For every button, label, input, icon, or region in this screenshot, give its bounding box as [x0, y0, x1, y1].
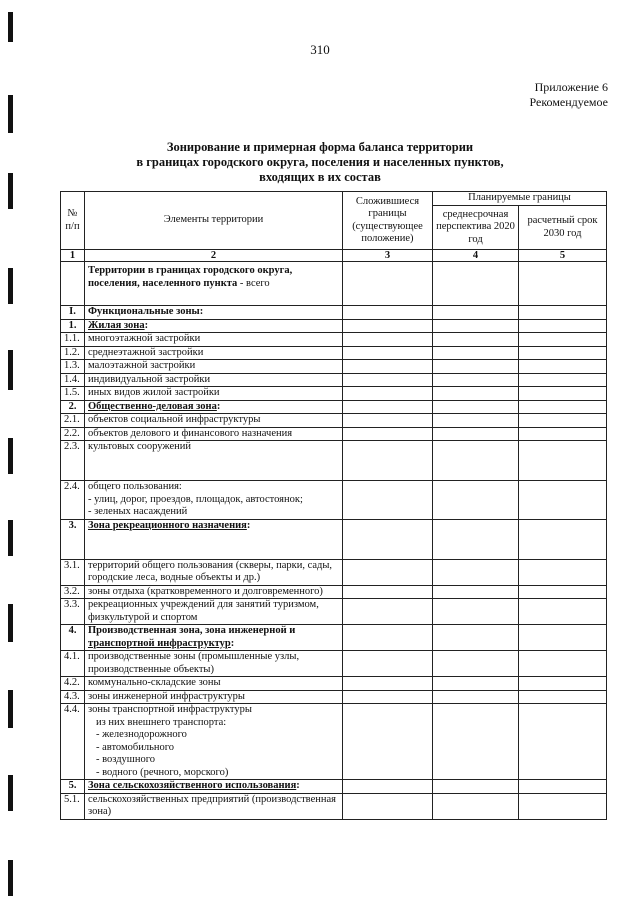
- row-label-text: территорий общего пользования (скверы, парки, сады, городские леса, водные объекты и др.): [88, 559, 333, 583]
- table-row: [61, 704, 607, 780]
- row-sub-item: - автомобильного: [96, 741, 175, 753]
- row-label-text: Зона рекреационного назначения: [88, 519, 247, 531]
- header-medium-term: среднесрочная перспектива 2020 год: [433, 206, 519, 250]
- value-2020: [433, 319, 519, 333]
- value-2030: [519, 481, 607, 520]
- row-label: [85, 441, 343, 481]
- row-number: 3.2.: [61, 585, 85, 599]
- value-2030: [519, 400, 607, 414]
- row-label: [85, 387, 343, 401]
- value-2030: [519, 559, 607, 585]
- row-number: 3.: [61, 519, 85, 559]
- value-existing: [343, 559, 433, 585]
- row-label: [85, 414, 343, 428]
- value-2030: [519, 625, 607, 651]
- value-existing: [343, 346, 433, 360]
- row-label-text: Зона сельскохозяйственного использования: [88, 780, 297, 791]
- value-existing: [343, 333, 433, 347]
- row-label-text: индивидуальной застройки: [88, 373, 211, 385]
- row-label: [85, 373, 343, 387]
- header-final-term: расчетный срок 2030 год: [519, 206, 607, 250]
- row-number: 1.5.: [61, 387, 85, 401]
- value-2030: [519, 780, 607, 794]
- value-2030: [519, 414, 607, 428]
- row-number: 3.1.: [61, 559, 85, 585]
- row-label-text: Общественно-деловая зона: [88, 400, 217, 412]
- table-row: [61, 690, 607, 704]
- appendix-number: Приложение 6: [534, 80, 608, 94]
- row-label-text: зоны транспортной инфраструктуры: [88, 704, 252, 715]
- value-existing: [343, 319, 433, 333]
- row-label-text: Функциональные зоны:: [88, 306, 204, 317]
- value-2030: [519, 262, 607, 306]
- value-2030: [519, 427, 607, 441]
- scan-mark: [8, 95, 13, 133]
- row-label: [85, 346, 343, 360]
- scan-mark: [8, 604, 13, 642]
- appendix-status: Рекомендуемое: [529, 95, 608, 109]
- value-2030: [519, 599, 607, 625]
- row-label-text: коммунально-складские зоны: [88, 677, 221, 688]
- table-row: [61, 400, 607, 414]
- header-elements: Элементы территории: [85, 192, 343, 250]
- row-label: [85, 651, 343, 677]
- value-2020: [433, 704, 519, 780]
- value-existing: [343, 599, 433, 625]
- value-existing: [343, 373, 433, 387]
- value-existing: [343, 625, 433, 651]
- value-existing: [343, 704, 433, 780]
- scan-mark: [8, 268, 13, 304]
- row-number: 2.: [61, 400, 85, 414]
- row-label-suffix: :: [216, 400, 221, 412]
- row-label: [85, 585, 343, 599]
- scan-mark: [8, 690, 13, 728]
- scan-mark: [8, 438, 13, 474]
- value-2020: [433, 780, 519, 794]
- value-2020: [433, 400, 519, 414]
- total-row: [61, 262, 607, 306]
- total-label: Территории в границах городского округа, поселения, населенного пункта: [88, 265, 293, 289]
- row-number: 4.4.: [61, 704, 85, 780]
- row-number: 4.3.: [61, 690, 85, 704]
- value-2030: [519, 373, 607, 387]
- row-number: [61, 262, 85, 306]
- row-label-suffix: :: [296, 780, 300, 791]
- table-row: [61, 333, 607, 347]
- row-label: [85, 677, 343, 691]
- value-2020: [433, 346, 519, 360]
- row-label: [85, 333, 343, 347]
- document-title: [0, 140, 640, 185]
- table-row: [61, 360, 607, 374]
- table-row: [61, 559, 607, 585]
- table-row: [61, 625, 607, 651]
- row-sub-item: - железнодорожного: [96, 729, 187, 740]
- value-2020: [433, 333, 519, 347]
- column-numbers-row: [61, 250, 607, 262]
- row-sub-item: - водного (речного, морского): [96, 766, 229, 778]
- value-2030: [519, 519, 607, 559]
- scan-mark: [8, 775, 13, 811]
- row-label: [85, 704, 343, 780]
- row-label-text: сельскохозяйственных предприятий (производственная зона): [88, 793, 336, 817]
- row-label-text: зоны инженерной инфраструктуры: [88, 690, 245, 702]
- row-label: [85, 427, 343, 441]
- row-label-text: Производственная зона, зона инженерной и транспортной инфраструктур: [88, 625, 296, 649]
- value-existing: [343, 262, 433, 306]
- table-row: [61, 481, 607, 520]
- value-existing: [343, 677, 433, 691]
- scan-mark: [8, 350, 13, 390]
- row-label-text: малоэтажной застройки: [88, 360, 196, 371]
- value-2030: [519, 651, 607, 677]
- table-row: [61, 427, 607, 441]
- value-2020: [433, 651, 519, 677]
- row-label: [85, 599, 343, 625]
- value-2020: [433, 387, 519, 401]
- header-existing: Сложившиеся границы (существующее положение): [343, 192, 433, 250]
- value-2020: [433, 690, 519, 704]
- table-row: [61, 414, 607, 428]
- value-2020: [433, 373, 519, 387]
- value-2030: [519, 319, 607, 333]
- row-number: 4.2.: [61, 677, 85, 691]
- value-existing: [343, 360, 433, 374]
- value-2030: [519, 387, 607, 401]
- value-2020: [433, 519, 519, 559]
- row-label-text: иных видов жилой застройки: [88, 387, 220, 398]
- value-2020: [433, 441, 519, 481]
- row-number: 5.1.: [61, 793, 85, 819]
- row-label-text: Жилая зона: [88, 319, 145, 331]
- row-label-suffix: :: [230, 637, 235, 649]
- value-2030: [519, 346, 607, 360]
- value-existing: [343, 306, 433, 320]
- row-label-suffix: :: [144, 319, 149, 331]
- header-planned: Планируемые границы: [433, 192, 607, 206]
- row-number: 2.1.: [61, 414, 85, 428]
- row-label: [85, 400, 343, 414]
- row-sub-item: - улиц, дорог, проездов, площадок, автостоянок;: [88, 493, 303, 505]
- row-label-text: рекреационных учреждений для занятий туризмом, физкультурой и спортом: [88, 599, 319, 623]
- table-row: [61, 373, 607, 387]
- row-label-text: объектов социальной инфраструктуры: [88, 414, 261, 425]
- column-number: 5: [519, 250, 607, 262]
- title-line: входящих в их состав: [259, 170, 381, 184]
- table-row: [61, 780, 607, 794]
- row-number: 3.3.: [61, 599, 85, 625]
- scan-mark: [8, 520, 13, 556]
- value-2030: [519, 585, 607, 599]
- row-label-text: культовых сооружений: [88, 441, 191, 452]
- row-label: [85, 625, 343, 651]
- table-row: [61, 387, 607, 401]
- territory-balance-table: [60, 191, 607, 820]
- value-2020: [433, 360, 519, 374]
- row-number: 1.2.: [61, 346, 85, 360]
- row-label: [85, 793, 343, 819]
- table-body: [61, 250, 607, 820]
- value-2030: [519, 441, 607, 481]
- row-number: I.: [61, 306, 85, 320]
- total-label-suffix: - всего: [237, 277, 270, 289]
- row-label: [85, 519, 343, 559]
- row-sub-item: из них внешнего транспорта:: [96, 716, 227, 728]
- row-label-text: среднеэтажной застройки: [88, 346, 204, 358]
- row-label-text: зоны отдыха (кратковременного и долговременного): [88, 585, 323, 597]
- value-2020: [433, 585, 519, 599]
- table-row: [61, 585, 607, 599]
- row-number: 1.4.: [61, 373, 85, 387]
- row-label-text: многоэтажной застройки: [88, 333, 201, 344]
- row-label: [85, 306, 343, 320]
- value-2030: [519, 333, 607, 347]
- table-row: [61, 677, 607, 691]
- value-existing: [343, 441, 433, 481]
- row-number: 2.2.: [61, 427, 85, 441]
- value-existing: [343, 400, 433, 414]
- value-existing: [343, 690, 433, 704]
- row-label-text: объектов делового и финансового назначения: [88, 427, 293, 439]
- row-label-text: общего пользования:: [88, 481, 182, 492]
- value-existing: [343, 793, 433, 819]
- value-2020: [433, 625, 519, 651]
- table-row: [61, 599, 607, 625]
- value-2020: [433, 559, 519, 585]
- table-row: [61, 319, 607, 333]
- table-row: [61, 441, 607, 481]
- row-label-underlined: транспортной инфраструктур: [88, 637, 231, 649]
- row-label: [85, 780, 343, 794]
- title-line: Зонирование и примерная форма баланса территории: [166, 140, 474, 154]
- row-label: [85, 690, 343, 704]
- row-label: [85, 319, 343, 333]
- value-2030: [519, 677, 607, 691]
- value-2030: [519, 306, 607, 320]
- row-number: 4.1.: [61, 651, 85, 677]
- value-existing: [343, 585, 433, 599]
- value-2020: [433, 262, 519, 306]
- row-number: 1.3.: [61, 360, 85, 374]
- value-2030: [519, 704, 607, 780]
- row-number: 4.: [61, 625, 85, 651]
- row-number: 1.: [61, 319, 85, 333]
- row-label: [85, 360, 343, 374]
- table-row: [61, 793, 607, 819]
- value-existing: [343, 780, 433, 794]
- value-2020: [433, 599, 519, 625]
- value-2030: [519, 793, 607, 819]
- row-sub-item: - воздушного: [96, 754, 156, 765]
- value-2020: [433, 306, 519, 320]
- appendix-note: [529, 80, 608, 110]
- row-label-text: производственные зоны (промышленные узлы, производственные объекты): [88, 651, 300, 675]
- value-2020: [433, 414, 519, 428]
- value-2020: [433, 427, 519, 441]
- row-number: 5.: [61, 780, 85, 794]
- row-label: [85, 559, 343, 585]
- table-row: [61, 346, 607, 360]
- value-existing: [343, 519, 433, 559]
- column-number: 1: [61, 250, 85, 262]
- scan-mark: [8, 12, 13, 42]
- value-existing: [343, 387, 433, 401]
- row-sub-item: - зеленых насаждений: [88, 506, 188, 517]
- row-number: 1.1.: [61, 333, 85, 347]
- title-line: в границах городского округа, поселения и населенных пунктов,: [136, 155, 504, 169]
- row-number: 2.4.: [61, 481, 85, 520]
- column-number: 2: [85, 250, 343, 262]
- value-2020: [433, 481, 519, 520]
- value-2030: [519, 360, 607, 374]
- table-row: [61, 519, 607, 559]
- value-2030: [519, 690, 607, 704]
- value-2020: [433, 793, 519, 819]
- scan-mark: [8, 860, 13, 896]
- page-number: 310: [310, 42, 330, 57]
- table-row: [61, 651, 607, 677]
- row-label: [85, 481, 343, 520]
- header-num: № п/п: [61, 192, 85, 250]
- column-number: 3: [343, 250, 433, 262]
- value-2020: [433, 677, 519, 691]
- value-existing: [343, 427, 433, 441]
- column-number: 4: [433, 250, 519, 262]
- row-label: [85, 262, 343, 306]
- value-existing: [343, 414, 433, 428]
- table-row: [61, 306, 607, 320]
- value-existing: [343, 481, 433, 520]
- value-existing: [343, 651, 433, 677]
- row-number: 2.3.: [61, 441, 85, 481]
- row-label-suffix: :: [246, 519, 251, 531]
